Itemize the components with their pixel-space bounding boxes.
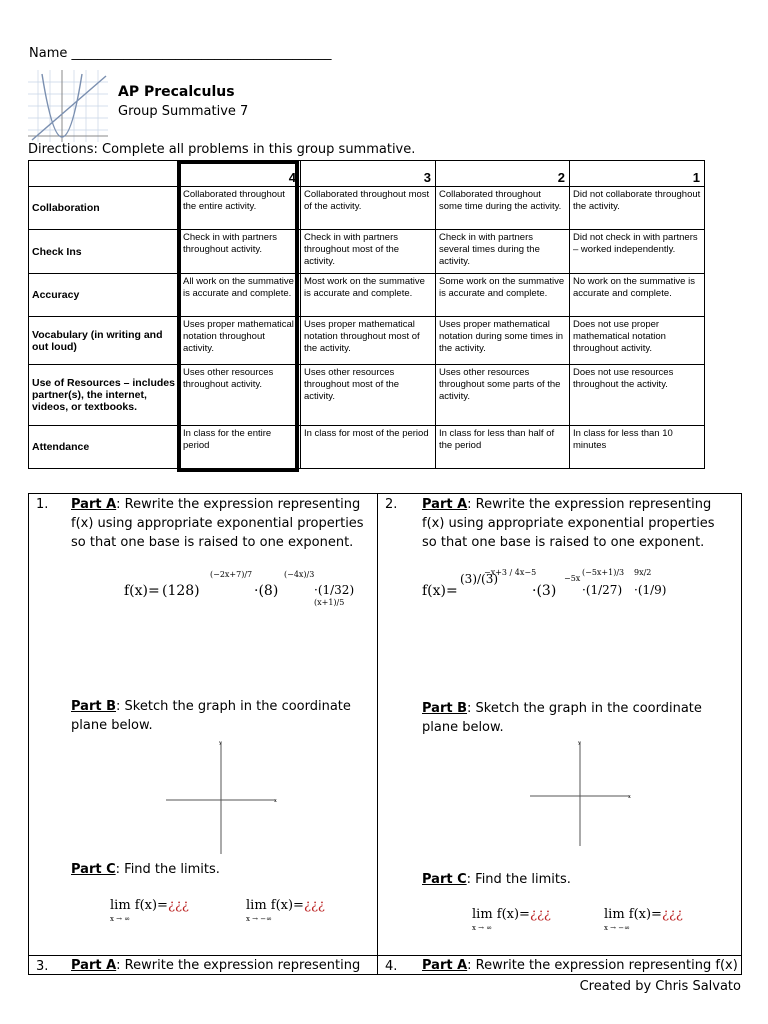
- formula-base: ·(1/32): [314, 583, 355, 597]
- problem-3-part-a: [71, 956, 371, 975]
- rubric-corner-cell: [29, 161, 180, 187]
- page-title: AP Precalculus: [118, 84, 235, 100]
- rubric-cell: Does not use resources throughout the activity.: [570, 365, 705, 426]
- name-label: Name: [29, 46, 68, 61]
- problem-2-part-b: [422, 699, 728, 737]
- problem-1-part-b: [71, 697, 367, 735]
- rubric-cell: Did not check in with partners – worked independently.: [570, 230, 705, 274]
- formula-base: ·(3): [532, 583, 557, 599]
- problem-1-part-c: [71, 860, 367, 879]
- criterion-label: Attendance: [29, 426, 180, 469]
- page-subtitle: Group Summative 7: [118, 104, 249, 119]
- rubric-cell: All work on the summative is accurate and complete.: [180, 274, 301, 317]
- rubric-cell: In class for most of the period: [301, 426, 436, 469]
- rubric-cell: Check in with partners throughout activity.: [180, 230, 301, 274]
- rubric-row-resources: [29, 365, 705, 426]
- problem-number: 1.: [36, 497, 49, 512]
- formula-exponent: −x+3 / 4x−5: [484, 568, 537, 577]
- rubric-cell: Collaborated throughout most of the activity.: [301, 187, 436, 230]
- coordinate-plane[interactable]: [526, 738, 634, 850]
- limit-value: ¿¿¿: [303, 898, 325, 913]
- rubric-cell: In class for the entire period: [180, 426, 301, 469]
- part-b-text: : Sketch the graph in the coordinate plane below.: [71, 699, 351, 733]
- part-b-label: Part B: [71, 699, 117, 714]
- formula-lhs: f(x)=: [422, 583, 458, 599]
- score-4-header: 4: [180, 161, 301, 187]
- svg-text:x: x: [628, 794, 631, 800]
- rubric-cell: Uses proper mathematical notation throughout most of the activity.: [301, 317, 436, 365]
- criterion-label: Vocabulary (in writing and out loud): [29, 317, 180, 365]
- rubric-row-collaboration: [29, 187, 705, 230]
- coordinate-plane[interactable]: [162, 738, 280, 858]
- formula-base: ·(8): [254, 583, 279, 599]
- formula-exponent: (−5x+1)/3: [582, 568, 625, 577]
- rubric-cell: Most work on the summative is accurate and complete.: [301, 274, 436, 317]
- part-a-text: : Rewrite the expression representing f(x): [467, 958, 738, 973]
- rubric-cell: Check in with partners throughout most of the activity.: [301, 230, 436, 274]
- limit-expression: [246, 898, 356, 923]
- rubric-cell: Uses other resources throughout some parts of the activity.: [436, 365, 570, 426]
- part-c-label: Part C: [422, 872, 467, 887]
- rubric-cell: Uses other resources throughout most of the activity.: [301, 365, 436, 426]
- problem-4-part-a: [422, 956, 738, 975]
- rubric-cell: Did not collaborate throughout the activity.: [570, 187, 705, 230]
- formula-base: (3)/(3): [460, 572, 499, 586]
- problem-2-formula: [422, 568, 682, 614]
- rubric-cell: Uses proper mathematical notation throughout activity.: [180, 317, 301, 365]
- limit-subscript: x → −∞: [246, 915, 272, 923]
- part-a-label: Part A: [71, 497, 117, 512]
- column-divider: [377, 493, 378, 975]
- formula-base: ·(1/9): [634, 583, 667, 597]
- score-4-highlight: [177, 160, 299, 472]
- limit-value: ¿¿¿: [661, 907, 683, 922]
- limit-expr: lim f(x)=: [604, 907, 662, 922]
- problem-number: 4.: [385, 959, 398, 974]
- formula-exponent: (x+1)/5: [314, 598, 345, 607]
- part-a-label: Part A: [71, 958, 117, 973]
- formula-exponent: −5x: [564, 574, 581, 583]
- limit-expression: [604, 907, 714, 932]
- rubric-cell: Uses proper mathematical notation during some times in the activity.: [436, 317, 570, 365]
- rubric-cell: Some work on the summative is accurate and complete.: [436, 274, 570, 317]
- limit-expr: lim f(x)=: [472, 907, 530, 922]
- limit-value: ¿¿¿: [167, 898, 189, 913]
- formula-base: ·(1/27): [582, 583, 623, 597]
- rubric-cell: Check in with partners several times during the activity.: [436, 230, 570, 274]
- rubric-row-check-ins: [29, 230, 705, 274]
- rubric-cell: In class for less than half of the period: [436, 426, 570, 469]
- rubric-cell: Collaborated throughout the entire activity.: [180, 187, 301, 230]
- score-3-header: 3: [301, 161, 436, 187]
- limit-expression: [110, 898, 220, 923]
- rubric-row-vocabulary: [29, 317, 705, 365]
- score-1-header: 1: [570, 161, 705, 187]
- limit-subscript: x → ∞: [110, 915, 131, 923]
- part-a-label: Part A: [422, 497, 468, 512]
- rubric-header-row: [29, 161, 705, 187]
- part-a-label: Part A: [422, 958, 468, 973]
- problem-1-part-a: [71, 495, 367, 552]
- rubric-cell: No work on the summative is accurate and complete.: [570, 274, 705, 317]
- criterion-label: Use of Resources – includes partner(s), the internet, videos, or textbooks.: [29, 365, 180, 426]
- rubric-cell: Does not use proper mathematical notation throughout activity.: [570, 317, 705, 365]
- svg-text:x: x: [274, 798, 277, 804]
- problem-1-formula: [124, 570, 364, 610]
- svg-text:y: y: [578, 740, 581, 746]
- graph-logo-icon: [28, 70, 108, 142]
- part-b-label: Part B: [422, 701, 468, 716]
- formula-lhs: f(x)=: [124, 583, 160, 599]
- formula-exponent: (−4x)/3: [284, 570, 315, 579]
- limit-expression: [472, 907, 582, 932]
- formula-exponent: 9x/2: [634, 568, 652, 577]
- limit-subscript: x → ∞: [472, 924, 493, 932]
- part-a-text: : Rewrite the expression representing f(x) using appropriate exponential properties so that one base is raised to one exponent.: [71, 497, 364, 550]
- problem-2-part-c: [422, 870, 728, 889]
- part-c-text: : Find the limits.: [115, 862, 220, 877]
- limit-expr: lim f(x)=: [246, 898, 304, 913]
- rubric-table: [28, 160, 705, 469]
- limit-subscript: x → −∞: [604, 924, 630, 932]
- limit-expr: lim f(x)=: [110, 898, 168, 913]
- rubric-cell: Collaborated throughout some time during the activity.: [436, 187, 570, 230]
- name-blank: ________________________________________: [71, 46, 332, 61]
- part-a-text: : Rewrite the expression representing f(x) using appropriate exponential properties so that one base is raised to one exponent.: [422, 497, 715, 550]
- part-a-text: : Rewrite the expression representing: [116, 958, 361, 973]
- limit-value: ¿¿¿: [529, 907, 551, 922]
- rubric-cell: In class for less than 10 minutes: [570, 426, 705, 469]
- criterion-label: Collaboration: [29, 187, 180, 230]
- rubric-row-attendance: [29, 426, 705, 469]
- rubric-cell: Uses other resources throughout activity.: [180, 365, 301, 426]
- part-c-label: Part C: [71, 862, 116, 877]
- score-2-header: 2: [436, 161, 570, 187]
- footer-credit: Created by Chris Salvato: [579, 979, 741, 994]
- criterion-label: Check Ins: [29, 230, 180, 274]
- problem-number: 3.: [36, 959, 49, 974]
- part-c-text: : Find the limits.: [466, 872, 571, 887]
- svg-text:y: y: [219, 740, 222, 746]
- criterion-label: Accuracy: [29, 274, 180, 317]
- name-field[interactable]: [29, 46, 332, 61]
- problem-2-part-a: [422, 495, 728, 552]
- formula-exponent: (−2x+7)/7: [210, 570, 253, 579]
- part-b-text: : Sketch the graph in the coordinate plane below.: [422, 701, 702, 735]
- formula-base: (128): [162, 583, 200, 599]
- rubric-row-accuracy: [29, 274, 705, 317]
- directions-text: Directions: Complete all problems in this group summative.: [28, 142, 416, 157]
- problem-number: 2.: [385, 497, 398, 512]
